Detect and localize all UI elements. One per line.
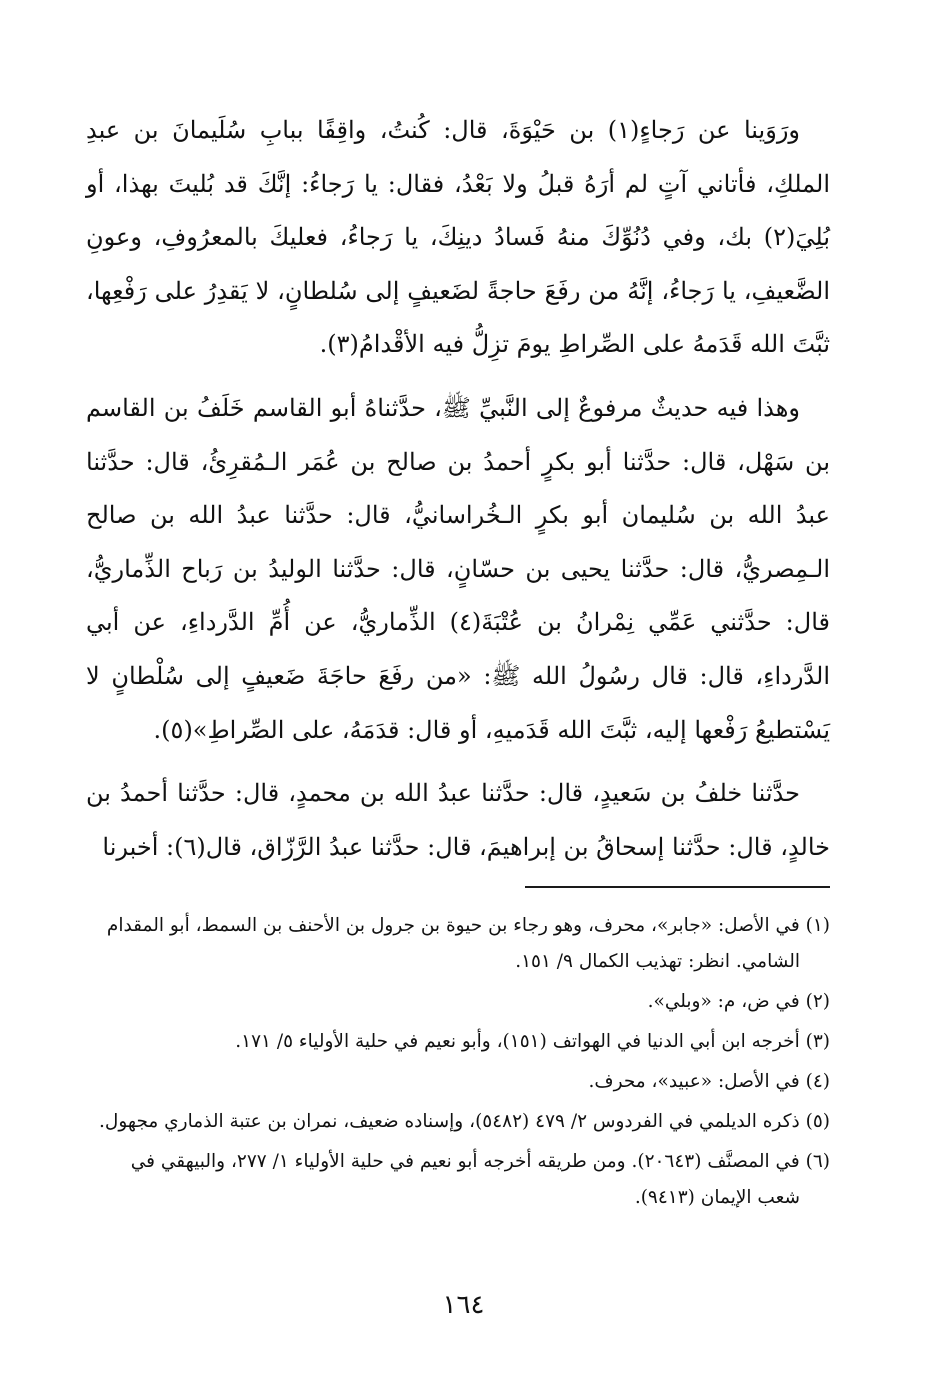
footnote: (٦) في المصنَّف (٢٠٦٤٣). ومن طريقه أخرجه أبو نعيم في حلية الأولياء ١/ ٢٧٧، والبيهقي في شعب الإيمان (٩٤١٣).	[130, 1151, 830, 1208]
footnote-separator	[525, 886, 830, 888]
footnote: (٥) ذكره الديلمي في الفردوس ٢/ ٤٧٩ (٥٤٨٢)، وإسناده ضعيف، نمران بن عتبة الذماري مجهول.	[99, 1111, 830, 1132]
paragraph: وهذا فيه حديثٌ مرفوعٌ إلى النَّبيِّ ﷺ، حدَّثناهُ أبو القاسم خَلَفُ بن القاسم بن سَهْل، قال: حدَّثنا أبو بكرٍ أحمدُ بن صالح بن عُمَر الـمُقرِئُ، قال: حدَّثنا عبدُ الله بن سُليمان أبو بكرٍ الـخُراسانيُّ، قال: حدَّثنا عبدُ الله بن صالح الـمِصريُّ، قال: حدَّثنا يحيى بن حسّانٍ، قال: حدَّثنا الوليدُ بن رَباح الذِّماريُّ، قال: حدَّثني عَمِّي نِمْرانُ بن عُتْبَةَ(٤) الذِّماريُّ، عن أُمِّ الدَّرداءِ، عن أبي الدَّرداءِ، قال: قال رسُولُ الله ﷺ: «من رفَعَ حاجَةَ ضَعيفٍ إلى سُلْطانٍ لا يَسْتطيعُ رَفْعها إليه، ثبَّتَ الله قَدَميهِ، أو قال: قدَمَهُ، على الصِّراطِ»(٥).	[86, 393, 831, 744]
page-number: ١٦٤	[442, 1290, 485, 1320]
footnote: (٤) في الأصل: «عبيد»، محرف.	[588, 1071, 830, 1092]
paragraph: ورَوَينا عن رَجاءٍ(١) بن حَيْوَةَ، قال: كُنتُ، واقِفًا ببابِ سُلَيمانَ بن عبدِ الملكِ، فأتاني آتٍ لم أرَهُ قبلُ ولا بَعْدُ، فقال: يا رَجاءُ: إنَّكَ قد بُليتَ بهذا، أو بُلِيَ(٢) بك، وفي دُنُوِّكَ منهُ فَسادُ دينِكَ، يا رَجاءُ، فعليكَ بالمعرُوفِ، وعونِ الضَّعيفِ، يا رَجاءُ، إنَّهُ من رفَعَ حاجةً لضَعيفٍ إلى سُلطانٍ، لا يَقدِرُ على رَفْعِها، ثبَّتَ الله قَدَمهُ على الصِّراطِ يومَ تزِلُّ فيه الأقْدامُ(٣).	[86, 116, 831, 359]
footnote: (٣) أخرجه ابن أبي الدنيا في الهواتف (١٥١)، وأبو نعيم في حلية الأولياء ٥/ ١٧١.	[235, 1031, 830, 1052]
paragraph: حدَّثنا خلفُ بن سَعيدٍ، قال: حدَّثنا عبدُ الله بن محمدٍ، قال: حدَّثنا أحمدُ بن خالدٍ، قال: حدَّثنا إسحاقُ بن إبراهيمَ، قال: حدَّثنا عبدُ الرَّزّاق، قال(٦): أخبرنا	[86, 779, 830, 861]
footnote: (٢) في ض، م: «وبلي».	[647, 991, 830, 1012]
main-text	[86, 104, 830, 884]
footnote: (١) في الأصل: «جابر»، محرف، وهو رجاء بن حيوة بن جرول بن الأحنف بن السمط، أبو المقدام الشامي. انظر: تهذيب الكمال ٩/ ١٥١.	[106, 915, 830, 972]
footnotes	[86, 908, 830, 1220]
